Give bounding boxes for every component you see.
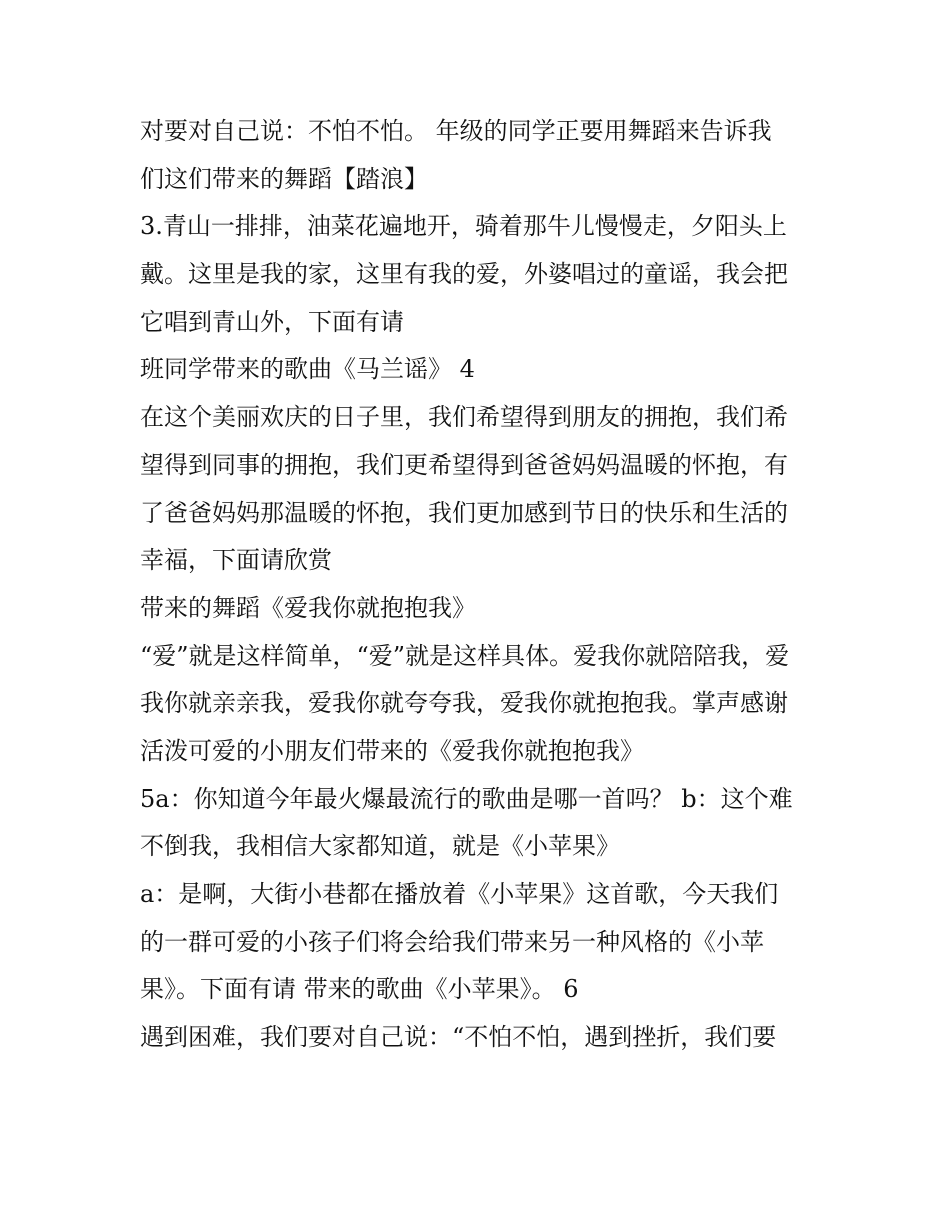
text-line: 遇到困难，我们要对自己说：“不怕不怕，遇到挫折，我们要 [140,1023,777,1052]
text-line: 我你就亲亲我，爱我你就夸夸我，爱我你就抱抱我。掌声感谢 [140,689,788,718]
text-line: a：是啊，大街小巷都在播放着《小苹果》这首歌，今天我们 [140,880,779,908]
document-body [140,108,830,1062]
text-line: 带来的舞蹈《爱我你就抱抱我》 [140,593,476,622]
text-line: 戴。这里是我的家，这里有我的爱，外婆唱过的童谣，我会把 [140,260,788,289]
text-line: 幸福，下面请欣赏 [140,546,332,575]
text-line: 班同学带来的歌曲《马兰谣》 4 [140,355,475,384]
text-line: 果》。下面有请 带来的歌曲《小苹果》。 6 [140,975,579,1004]
text-line: 的一群可爱的小孩子们将会给我们带来另一种风格的《小苹 [140,927,764,956]
text-line: 3.青山一排排，油菜花遍地开，骑着那牛儿慢慢走，夕阳头上 [140,212,787,241]
text-line: 了爸爸妈妈那温暖的怀抱，我们更加感到节日的快乐和生活的 [140,498,788,527]
text-line: 望得到同事的拥抱，我们更希望得到爸爸妈妈温暖的怀抱，有 [140,450,788,479]
text-line: 5a：你知道今年最火爆最流行的歌曲是哪一首吗？ b：这个难 [140,784,793,813]
text-line: 在这个美丽欢庆的日子里，我们希望得到朋友的拥抱，我们希 [140,403,788,432]
text-line: 它唱到青山外，下面有请 [140,307,404,336]
text-line: “爱”就是这样简单，“爱”就是这样具体。爱我你就陪陪我，爱 [140,641,790,670]
text-line: 对要对自己说：不怕不怕。 年级的同学正要用舞蹈来告诉我 [140,117,772,145]
text-line: 活泼可爱的小朋友们带来的《爱我你就抱抱我》 [140,736,644,765]
text-line: 们这们带来的舞蹈【踏浪】 [140,164,428,193]
text-line: 不倒我，我相信大家都知道，就是《小苹果》 [140,832,620,861]
